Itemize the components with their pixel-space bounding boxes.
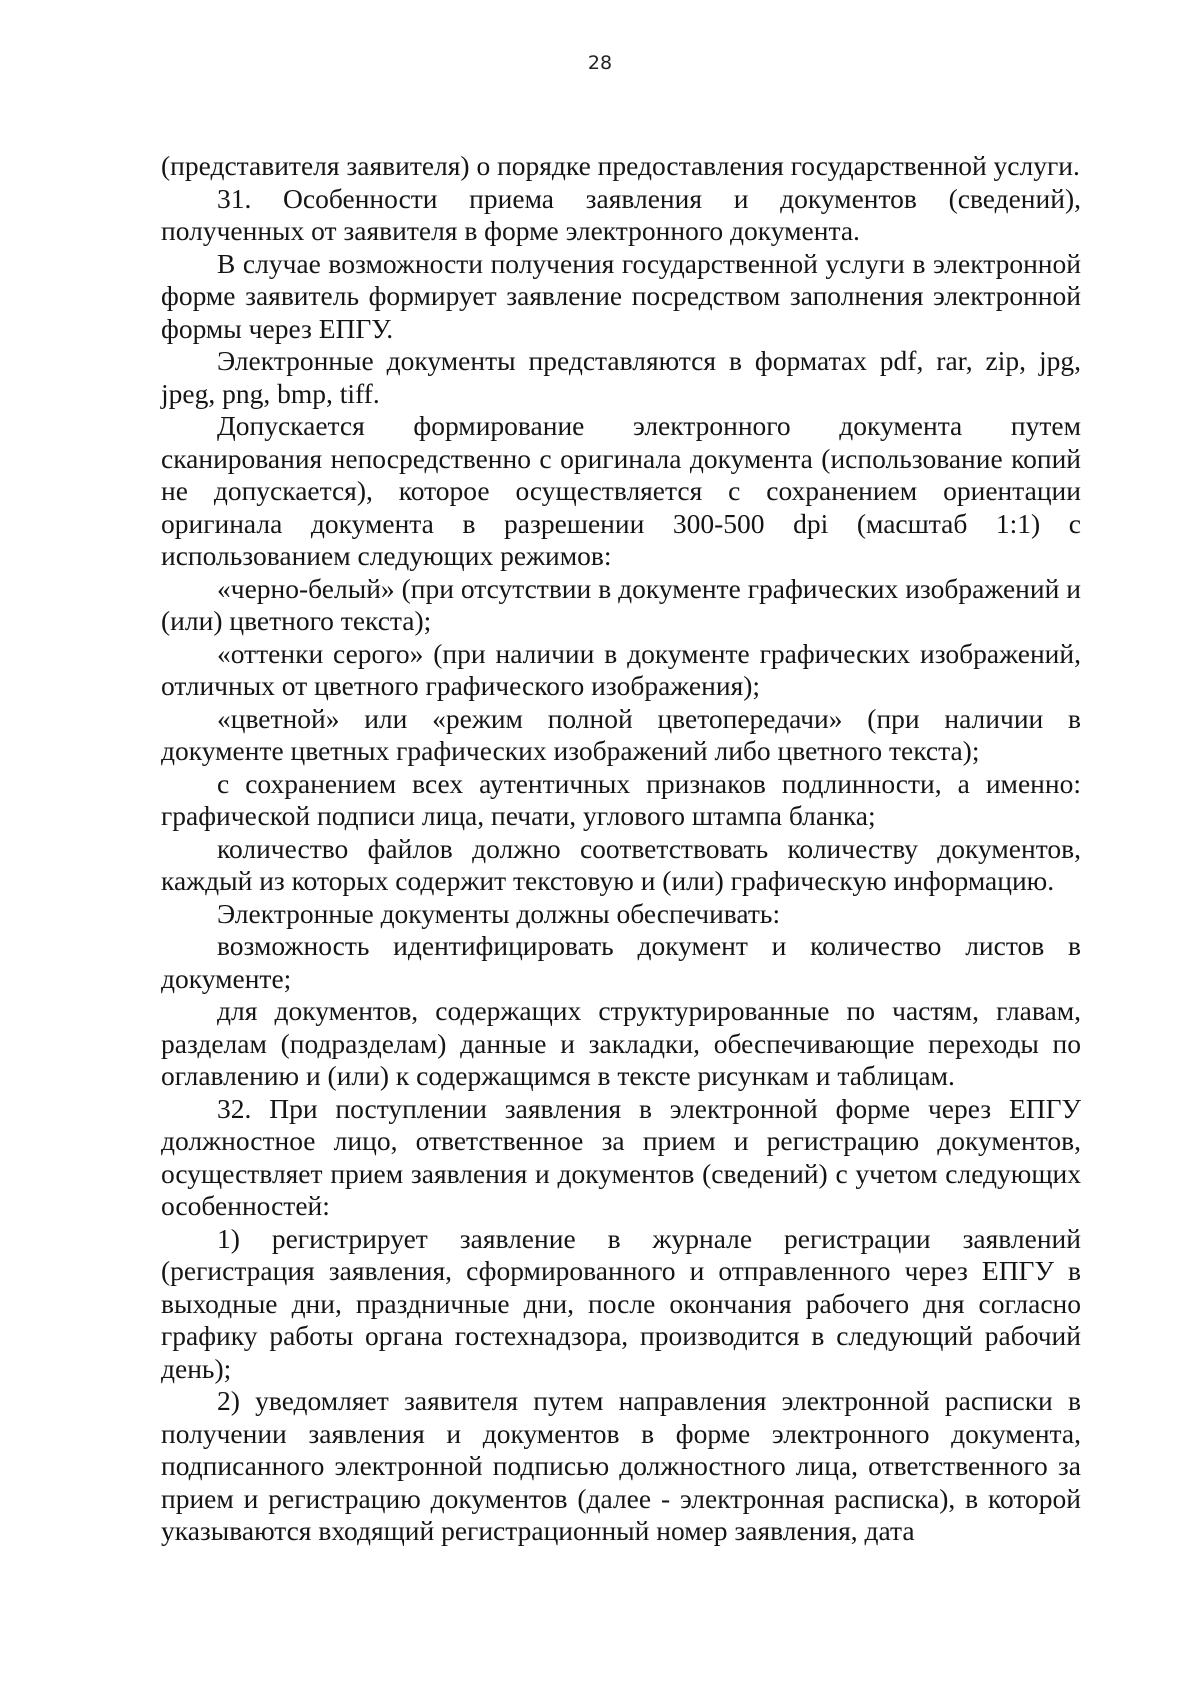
paragraph-authenticity: с сохранением всех аутентичных признаков подлинности, а именно: графической подписи лица, печати, углового штампа бланка; [161,767,1081,831]
paragraph-formats: Электронные документы представляются в форматах pdf, rar, zip, jpg, jpeg, png, bmp, tiff. [161,345,1081,409]
paragraph-subitem-1: 1) регистрирует заявление в журнале регистрации заявлений (регистрация заявления, сформированного и отправленного через ЕПГУ в выходные дни, праздничные дни, после окончания рабочего дня согласно графику работы органа гостехнадзора, производится в следующий рабочий день); [161,1222,1081,1384]
paragraph-continuation: (представителя заявителя) о порядке предоставления государственной услуги. [161,150,1080,181]
paragraph-structured: для документов, содержащих структурированные по частям, главам, разделам (подразделам) данные и закладки, обеспечивающие переходы по оглавлению и (или) к содержащимся в тексте рисункам и таблицам. [161,995,1081,1091]
paragraph-item-32: 32. При поступлении заявления в электронной форме через ЕПГУ должностное лицо, ответственное за прием и регистрацию документов, осуществляет прием заявления и документов (сведений) с учетом следующих особенностей: [161,1092,1081,1221]
paragraph-subitem-2: 2) уведомляет заявителя путем направления электронной расписки в получении заявления и документов в форме электронного документа, подписанного электронной подписью должностного лица, ответственного за прием и регистрацию документов (далее - электронная расписка), в которой указываются входящий регистрационный номер заявления, дата [161,1385,1081,1546]
paragraph-scanning: Допускается формирование электронного документа путем сканирования непосредственно с оригинала документа (использование копий не допускается), которое осуществляется с сохранением ориентации оригинала документа в разрешении 300-500 dpi (масштаб 1:1) с использованием следующих режимов: [161,410,1081,571]
paragraph-identify: возможность идентифицировать документ и количество листов в документе; [161,930,1081,994]
page-number: 28 [587,52,613,74]
paragraph-file-count: количество файлов должно соответствовать количеству документов, каждый из которых содержит текстовую и (или) графическую информацию. [161,832,1081,896]
paragraph-requirements: Электронные документы должны обеспечивать: [217,897,781,929]
paragraph-mode-color: «цветной» или «режим полной цветопередачи» (при наличии в документе цветных графических изображений либо цветного текста); [161,702,1081,766]
paragraph-mode-grey: «оттенки серого» (при наличии в документе графических изображений, отличных от цветного графического изображения); [161,637,1081,701]
document-body [161,150,1081,1548]
paragraph-electronic-form: В случае возможности получения государственной услуги в электронной форме заявитель формирует заявление посредством заполнения электронной формы через ЕПГУ. [161,247,1081,344]
paragraph-mode-bw: «черно-белый» (при отсутствии в документе графических изображений и (или) цветного текста); [161,572,1081,636]
paragraph-item-31: 31. Особенности приема заявления и документов (сведений), полученных от заявителя в форме электронного документа. [161,182,1081,246]
